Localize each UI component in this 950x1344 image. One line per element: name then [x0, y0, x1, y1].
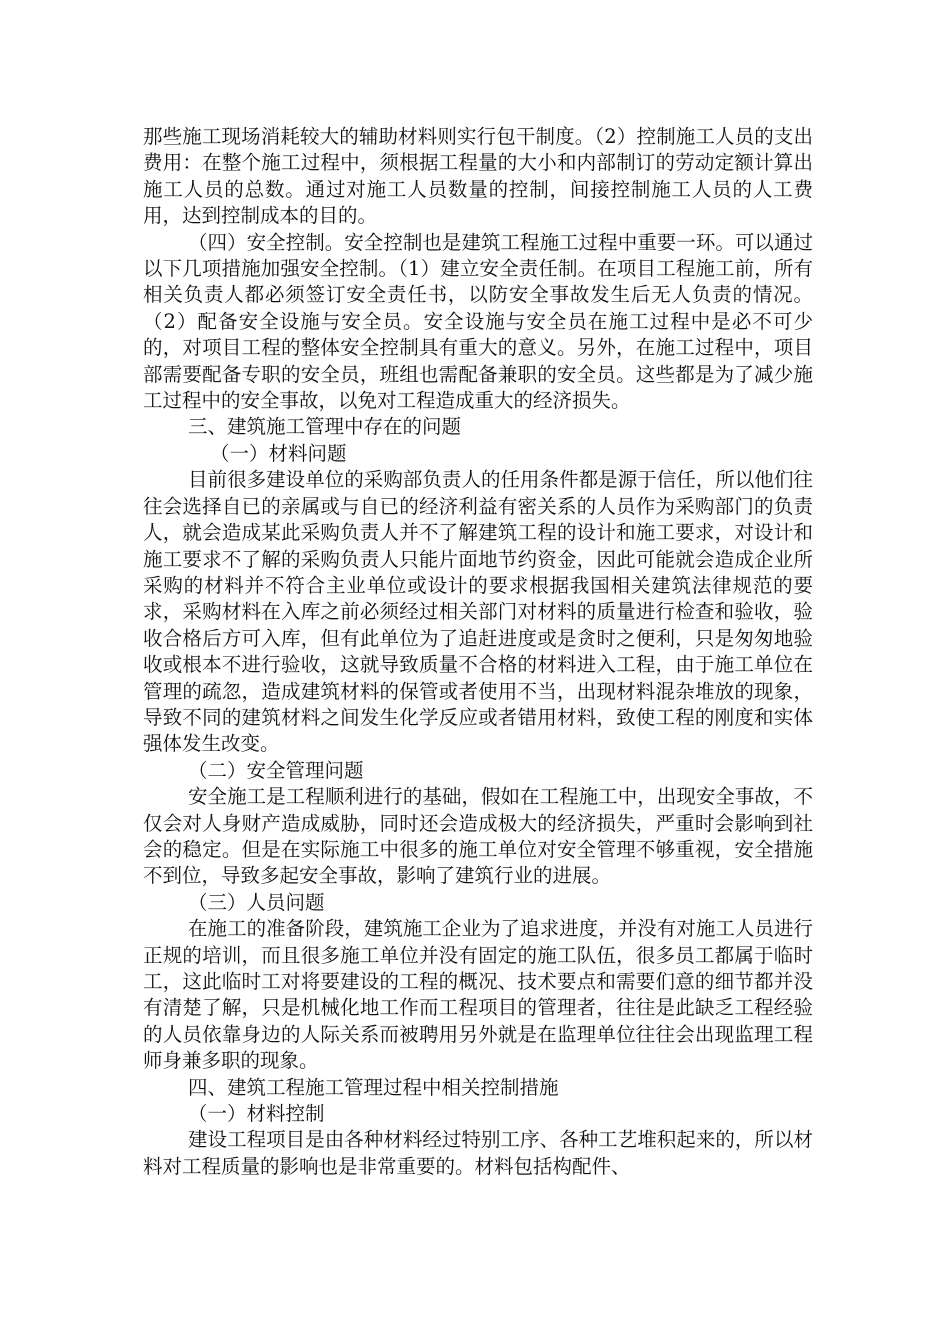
subheading-material-control: （一）材料控制	[188, 1102, 325, 1126]
section-heading-problems: 三、建筑施工管理中存在的问题	[188, 415, 462, 439]
paragraph-safety-management-problems: 安全施工是工程顺利进行的基础，假如在工程施工中，出现安全事故，不仅会对人身财产造成威胁，同时还会造成极大的经济损失，严重时会影响到社会的稳定。但是在实际施工中很多的施工单位对安全管理不够重视，安全措施不到位，导致多起安全事故，影响了建筑行业的进展。	[143, 785, 813, 888]
paragraph-material-problems: 目前很多建设单位的采购部负责人的任用条件都是源于信任，所以他们往往会选择自已的亲属或与自已的经济利益有密关系的人员作为采购部门的负责人，就会造成某此采购负责人并不了解建筑工程的设计和施工要求，对设计和施工要求不了解的采购负责人只能片面地节约资金，因此可能就会造成企业所采购的材料并不符合主业单位或设计的要求根据我国相关建筑法律规范的要求，采购材料在入库之前必须经过相关部门对材料的质量进行检查和验收，验收合格后方可入库，但有此单位为了追赶进度或是贪时之便利，只是匆匆地验收或根本不进行验收，这就导致质量不合格的材料进入工程，由于施工单位在管理的疏忽，造成建筑材料的保管或者使用不当，出现材料混杂堆放的现象，导致不同的建筑材料之间发生化学反应或者错用材料，致使工程的刚度和实体强体发生改变。	[143, 468, 813, 756]
paragraph-safety-control: （四）安全控制。安全控制也是建筑工程施工过程中重要一环。可以通过以下几项措施加强安全控制。（1）建立安全责任制。在项目工程施工前，所有相关负责人都必须签订安全责任书，以防安全事故发生后无人负责的情况。（2）配备安全设施与安全员。安全设施与安全员在施工过程中是必不可少的，对项目工程的整体安全控制具有重大的意义。另外，在施工过程中，项目部需要配备专职的安全员，班组也需配备兼职的安全员。这些都是为了减少施工过程中的安全事故，以免对工程造成重大的经济损失。	[143, 230, 813, 413]
subheading-safety-management-problems: （二）安全管理问题	[188, 758, 364, 782]
paragraph-personnel-problems: 在施工的准备阶段，建筑施工企业为了追求进度，并没有对施工人员进行正规的培训，而且很多施工单位并没有固定的施工队伍，很多员工都属于临时工，这此临时工对将要建设的工程的概况、技术要点和需要们意的细节都并没有清楚了解，只是机械化地工作而工程项目的管理者，往往是此缺乏工程经验的人员依靠身边的人际关系而被聘用另外就是在监理单位往往会出现监理工程师身兼多职的现象。	[143, 917, 813, 1073]
paragraph-material-control: 建设工程项目是由各种材料经过特别工序、各种工艺堆积起来的，所以材料对工程质量的影响也是非常重要的。材料包括构配件、	[143, 1128, 813, 1178]
document-page	[143, 124, 813, 1180]
subheading-personnel-problems: （三）人员问题	[188, 890, 325, 914]
subheading-material-problems: （一）材料问题	[210, 441, 347, 465]
section-heading-control-measures: 四、建筑工程施工管理过程中相关控制措施	[188, 1075, 559, 1099]
paragraph-cost-control: 那些施工现场消耗较大的辅助材料则实行包干制度。（2）控制施工人员的支出费用：在整个施工过程中，须根据工程量的大小和内部制订的劳动定额计算出施工人员的总数。通过对施工人员数量的控制，间接控制施工人员的人工费用，达到控制成本的目的。	[143, 125, 813, 228]
